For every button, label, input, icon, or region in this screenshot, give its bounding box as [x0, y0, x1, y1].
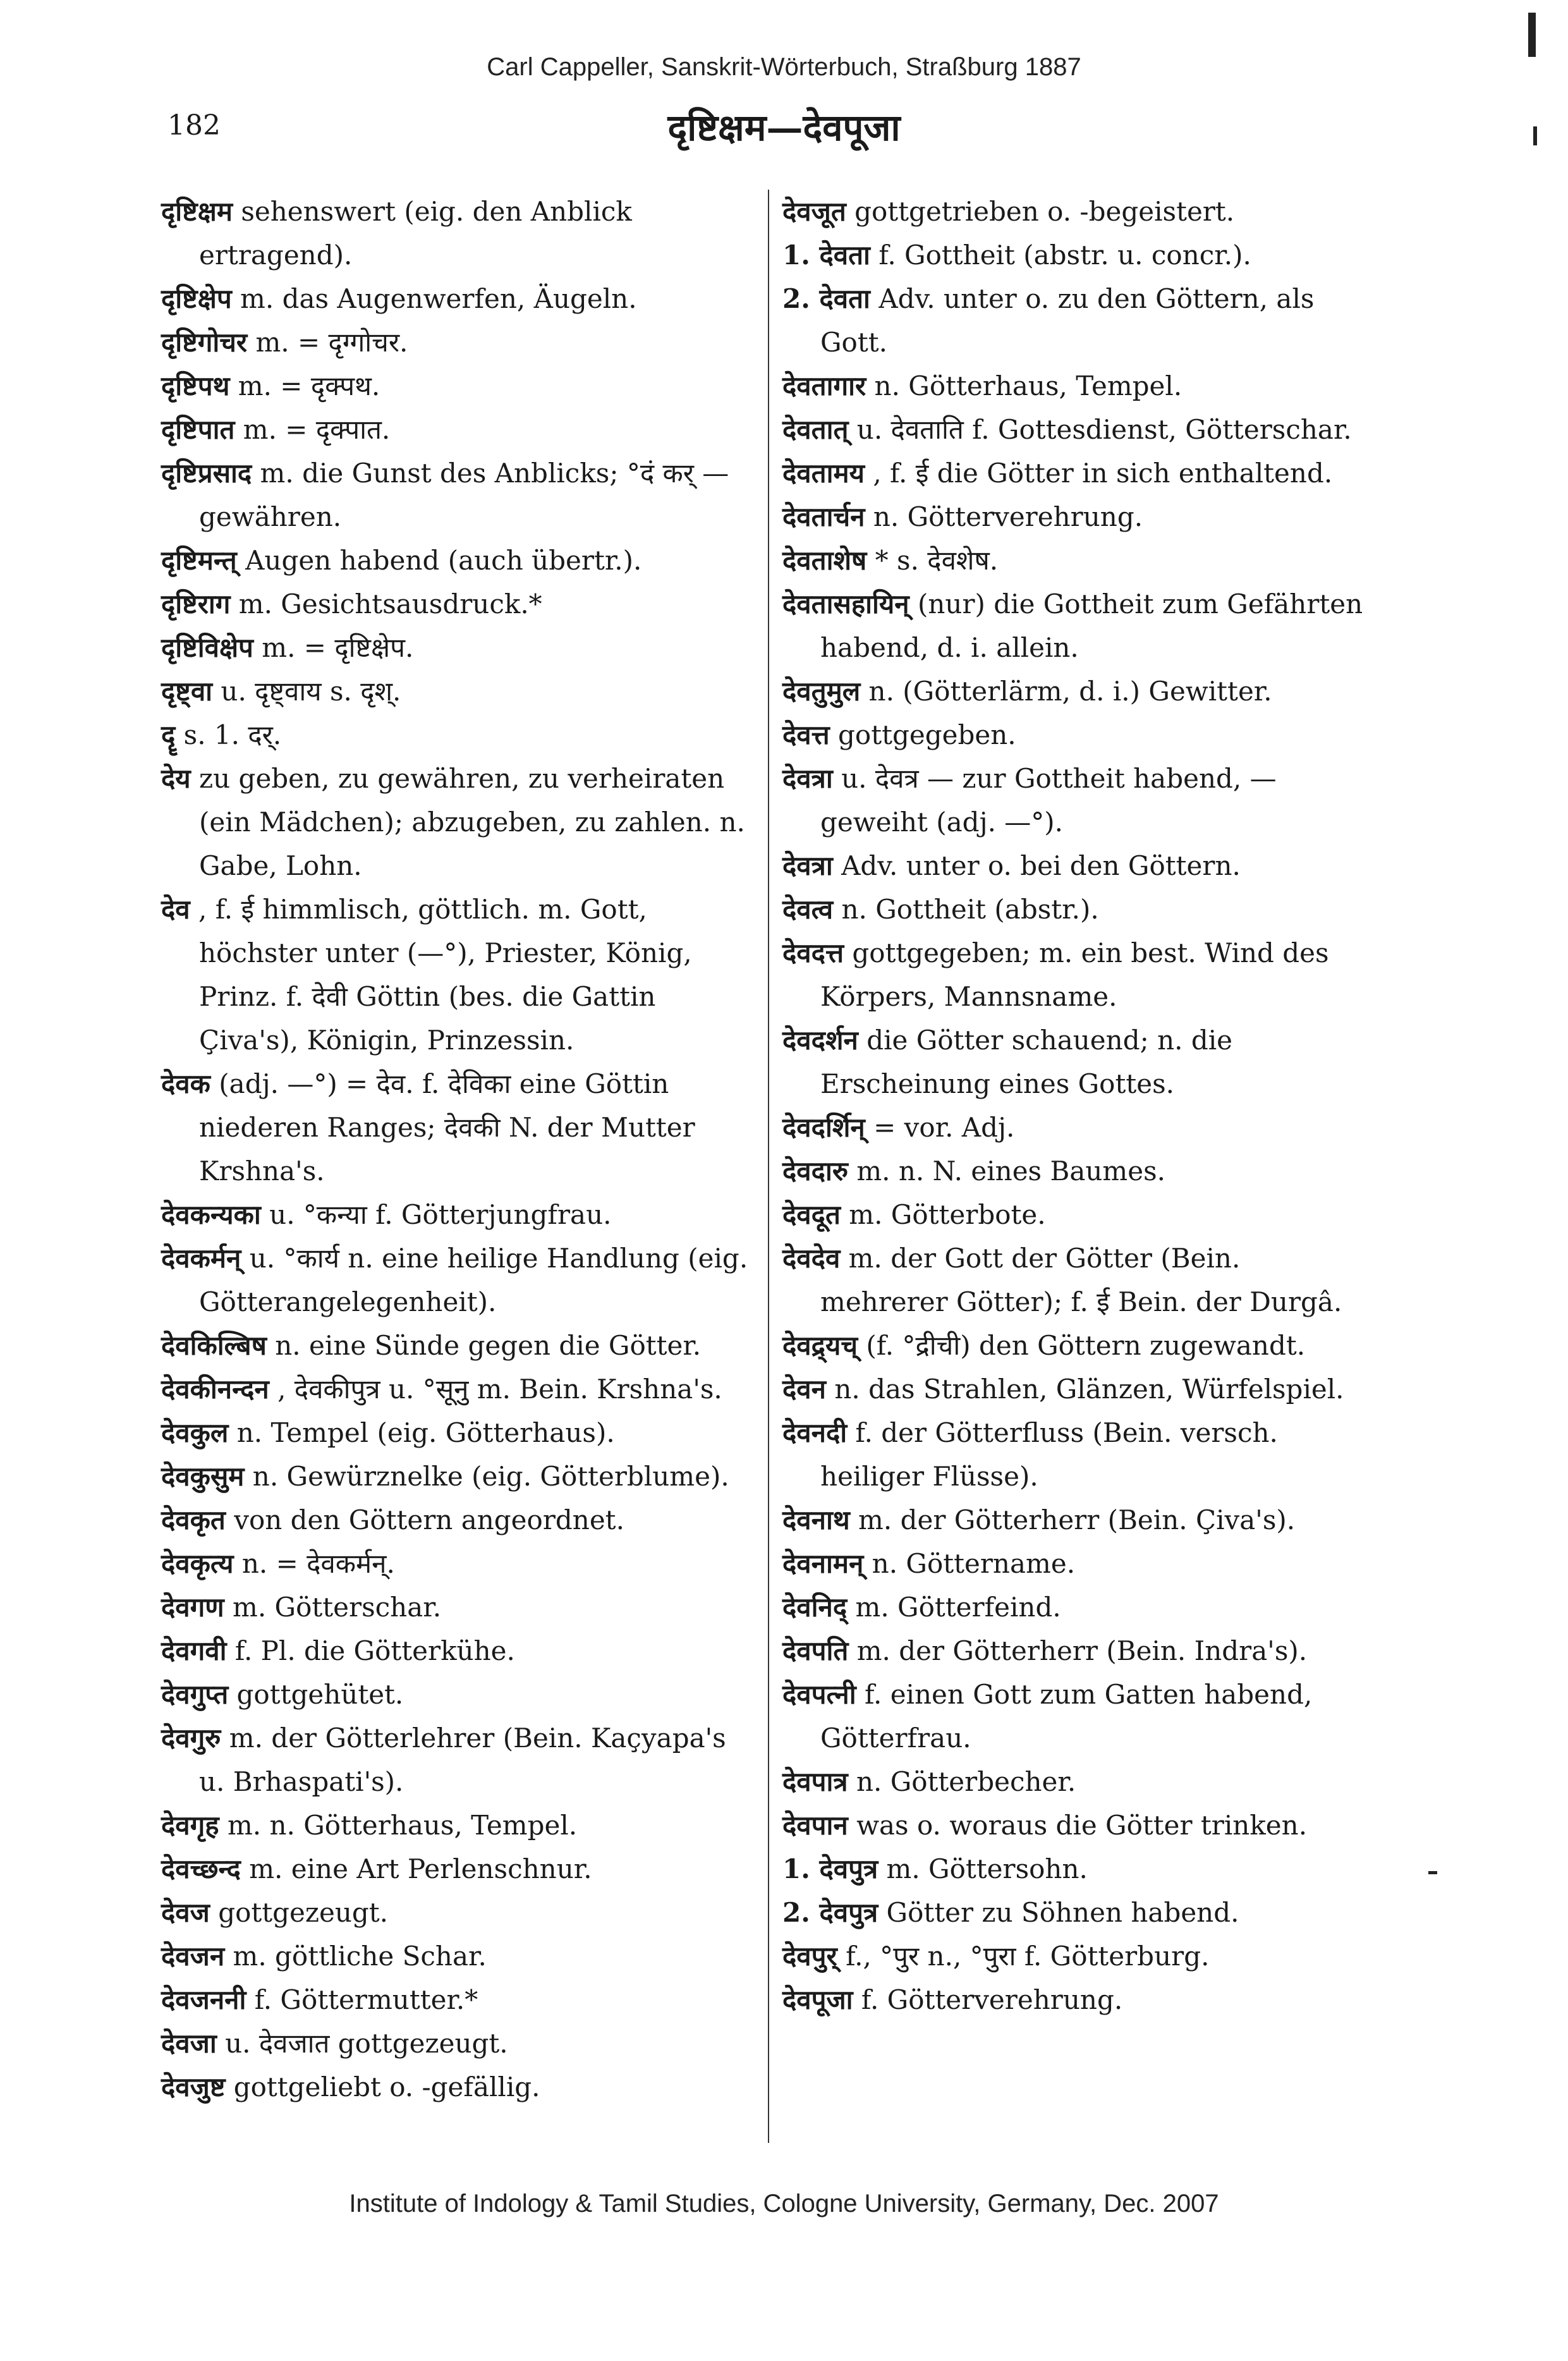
entry-definition: sehenswert (eig. den Anblick ertragend). [199, 196, 632, 271]
entry-headword: देवत्रा [782, 763, 833, 794]
entry-headword: देवजननी [161, 1984, 246, 2015]
entry-definition: gottgezeugt. [218, 1897, 389, 1928]
entry-definition: * s. देवशेष. [875, 545, 999, 576]
entry-headword: देवदेव [782, 1243, 841, 1274]
entry-definition: u. देवत्र — zur Gottheit habend, — geweiht (adj. —°). [820, 763, 1277, 838]
dictionary-entry [161, 1542, 752, 1585]
entry-definition: von den Göttern angeordnet. [234, 1504, 624, 1535]
dictionary-entry [161, 1934, 752, 1978]
entry-headword: देवद्र्यच् [782, 1330, 858, 1361]
dictionary-entry [161, 408, 752, 451]
entry-headword: दृष्टिविक्षेप [161, 632, 253, 663]
entry-headword: देवगुप्त [161, 1679, 229, 1710]
entry-definition: m. das Augenwerfen, Äugeln. [240, 283, 637, 314]
dictionary-entry [161, 626, 752, 669]
entry-definition: , f. ई die Götter in sich enthaltend. [873, 458, 1333, 489]
entry-definition: f. Götterverehrung. [861, 1984, 1123, 2015]
dictionary-entry [782, 1324, 1373, 1367]
entry-headword: देवनिद् [782, 1592, 848, 1623]
entry-headword: देवत्रा [782, 850, 833, 881]
dictionary-entry [161, 582, 752, 626]
entry-definition: f. der Götterfluss (Bein. versch. heiliger Flüsse). [820, 1417, 1278, 1492]
entry-headword: देवतुमुल [782, 676, 861, 707]
entry-definition: m. = दृक्पात. [243, 414, 391, 445]
entry-headword: देवजुष्ट [161, 2071, 226, 2102]
entry-headword: देवकन्यका [161, 1199, 261, 1230]
entry-definition: gottgegeben; m. ein best. Wind des Körpers, Mannsname. [820, 937, 1329, 1012]
entry-headword: देवकीनन्दन [161, 1374, 269, 1405]
entry-headword: देवकुल [161, 1417, 229, 1448]
entry-headword: देवपात्र [782, 1766, 848, 1797]
entry-headword: देवकुसुम [161, 1461, 245, 1492]
entry-definition: gottgeliebt o. -gefällig. [233, 2071, 540, 2102]
entry-headword: देवनाथ [782, 1504, 850, 1535]
entry-definition: Adv. unter o. zu den Göttern, als Gott. [820, 283, 1315, 358]
dictionary-entry [782, 1803, 1373, 1847]
entry-definition: m. n. Götterhaus, Tempel. [227, 1810, 578, 1841]
left-column [161, 190, 752, 2109]
entry-headword: देवपूजा [782, 1984, 853, 2015]
entry-headword: देवपान [782, 1810, 848, 1841]
entry-headword: देवताशेष [782, 545, 867, 576]
dictionary-entry [161, 1716, 752, 1803]
dictionary-entry [161, 2022, 752, 2065]
dictionary-entry [161, 1367, 752, 1411]
entry-definition: n. eine Sünde gegen die Götter. [275, 1330, 702, 1361]
scan-mark [1428, 1871, 1437, 1874]
dictionary-entry [782, 190, 1373, 233]
entry-headword: देवदारु [782, 1156, 848, 1187]
entry-headword: दृष्टिपथ [161, 370, 230, 401]
entry-definition: m. = दृक्पथ. [238, 370, 380, 401]
dictionary-entry [161, 364, 752, 408]
dictionary-entry [161, 1455, 752, 1498]
entry-definition: n. Tempel (eig. Götterhaus). [236, 1417, 615, 1448]
dictionary-entry [782, 1585, 1373, 1629]
dictionary-entry [161, 1585, 752, 1629]
entry-headword: 1. देवता [782, 240, 870, 271]
entry-headword: देवतासहायिन् [782, 589, 909, 619]
entry-headword: दृष्टिपात [161, 414, 235, 445]
scan-mark [1528, 13, 1536, 57]
entry-definition: m. der Götterherr (Bein. Indra's). [856, 1635, 1308, 1666]
entry-headword: देवगण [161, 1592, 224, 1623]
entry-definition: m. göttliche Schar. [233, 1941, 487, 1972]
entry-definition: m. n. N. eines Baumes. [856, 1156, 1165, 1187]
entry-headword: दृष्टिराग [161, 589, 231, 619]
entry-headword: देवतागार [782, 370, 866, 401]
dictionary-entry [161, 1193, 752, 1236]
dictionary-entry [782, 1236, 1373, 1324]
dictionary-entry [161, 2065, 752, 2109]
entry-headword: देवजन [161, 1941, 225, 1972]
entry-definition: m. Gesichtsausdruck.* [238, 589, 542, 619]
entry-definition: Adv. unter o. bei den Göttern. [841, 850, 1241, 881]
entry-definition: gottgetrieben o. -begeistert. [854, 196, 1235, 227]
entry-headword: देवदर्शन [782, 1025, 858, 1056]
entry-headword: देवदर्शिन् [782, 1112, 865, 1143]
dictionary-entry [782, 408, 1373, 451]
dictionary-entry [782, 844, 1373, 888]
dictionary-entry [782, 888, 1373, 931]
entry-definition: n. das Strahlen, Glänzen, Würfelspiel. [834, 1374, 1344, 1405]
dictionary-entry [161, 888, 752, 1062]
entry-definition: f. einen Gott zum Gatten habend, Götterfrau. [820, 1679, 1313, 1754]
dictionary-entry [161, 1847, 752, 1891]
entry-headword: देवजा [161, 2028, 217, 2059]
entry-definition: n. Göttername. [872, 1548, 1076, 1579]
dictionary-entry [161, 1324, 752, 1367]
entry-definition: zu geben, zu gewähren, zu verheiraten (ein Mädchen); abzugeben, zu zahlen. n. Gabe, Lohn. [199, 763, 745, 881]
dictionary-entry [161, 1236, 752, 1324]
dictionary-entry [782, 1193, 1373, 1236]
entry-definition: Götter zu Söhnen habend. [886, 1897, 1239, 1928]
entry-headword: देवकृत [161, 1504, 226, 1535]
entry-definition: f. Gottheit (abstr. u. concr.). [878, 240, 1251, 271]
entry-definition: n. Götterbecher. [856, 1766, 1076, 1797]
entry-headword: देवगृह [161, 1810, 219, 1841]
entry-definition: , f. ई himmlisch, göttlich. m. Gott, höchster unter (—°), Priester, König, Prinz. f. देवी Göttin (bes. die Gattin Çiva's), Königin, Prinzessin. [198, 894, 692, 1056]
dictionary-entry [782, 1149, 1373, 1193]
column-divider [768, 190, 769, 2143]
entry-definition: gottgegeben. [838, 719, 1016, 750]
dictionary-entry [782, 1760, 1373, 1803]
entry-definition: = vor. Adj. [873, 1112, 1015, 1143]
entry-headword: दृष्ट्वा [161, 676, 213, 707]
entry-headword: दृष्टिगोचर [161, 327, 248, 358]
dictionary-entry [782, 713, 1373, 757]
entry-headword: देवनामन् [782, 1548, 864, 1579]
entry-definition: m. der Gott der Götter (Bein. mehrerer Götter); f. ई Bein. der Durgâ. [820, 1243, 1342, 1317]
entry-headword: देवदत्त [782, 937, 844, 968]
entry-definition: n. (Götterlärm, d. i.) Gewitter. [868, 676, 1272, 707]
entry-definition: u. °कन्या f. Götterjungfrau. [269, 1199, 612, 1230]
dictionary-entry [782, 757, 1373, 844]
entry-definition: n. Götterhaus, Tempel. [874, 370, 1182, 401]
entry-definition: (f. °द्रीची) den Göttern zugewandt. [866, 1330, 1306, 1361]
entry-headword: देवतामय [782, 458, 865, 489]
dictionary-entry [782, 1934, 1373, 1978]
dictionary-entry [161, 713, 752, 757]
dictionary-entry [161, 669, 752, 713]
entry-headword: दॄ [161, 719, 176, 750]
entry-definition: s. 1. दर्. [183, 719, 282, 750]
dictionary-entry [161, 539, 752, 582]
dictionary-entry [782, 451, 1373, 495]
scan-mark [1533, 126, 1537, 145]
entry-headword: देवतार्चन [782, 501, 865, 532]
entry-definition: u. देवताति f. Gottesdienst, Götterschar. [856, 414, 1352, 445]
entry-headword: देवकृत्य [161, 1548, 234, 1579]
entry-headword: देवगुरु [161, 1723, 221, 1754]
dictionary-entry [161, 1803, 752, 1847]
entry-headword: देवत्त [782, 719, 830, 750]
entry-headword: देव [161, 894, 190, 925]
entry-definition: m. der Götterherr (Bein. Çiva's). [858, 1504, 1296, 1535]
dictionary-entry [782, 931, 1373, 1018]
dictionary-entry [161, 757, 752, 888]
entry-definition: , देवकीपुत्र u. °सूनु m. Bein. Krshna's. [277, 1374, 722, 1405]
entry-headword: देवत्व [782, 894, 834, 925]
dictionary-entry [782, 1498, 1373, 1542]
dictionary-entry [782, 233, 1373, 277]
dictionary-entry [161, 1062, 752, 1193]
entry-definition: m. die Gunst des Anblicks; °दं कर् —gewähren. [199, 458, 729, 532]
dictionary-entry [782, 495, 1373, 539]
dictionary-entry [161, 451, 752, 539]
dictionary-entry [161, 190, 752, 277]
dictionary-entry [161, 320, 752, 364]
right-column [782, 190, 1373, 2022]
dictionary-entry [782, 364, 1373, 408]
dictionary-entry [161, 1411, 752, 1455]
entry-headword: देवतात् [782, 414, 849, 445]
entry-headword: देवकिल्बिष [161, 1330, 267, 1361]
entry-definition: (adj. —°) = देव. f. देविका eine Göttin niederen Ranges; देवकी N. der Mutter Krshna's. [199, 1068, 695, 1187]
entry-definition: gottgehütet. [236, 1679, 404, 1710]
entry-headword: दृष्टिक्षेप [161, 283, 232, 314]
entry-headword: देवदूत [782, 1199, 841, 1230]
dictionary-entry [782, 1891, 1373, 1934]
entry-definition: m. der Götterlehrer (Bein. Kaçyapa's u. Brhaspati's). [199, 1723, 726, 1797]
entry-definition: n. = देवकर्मन्. [241, 1548, 395, 1579]
entry-definition: m. Göttersohn. [886, 1853, 1088, 1884]
entry-headword: दृष्टिमन्त् [161, 545, 237, 576]
entry-headword: देवनदी [782, 1417, 848, 1448]
entry-definition: m. Götterfeind. [855, 1592, 1061, 1623]
entry-definition: n. Gewürznelke (eig. Götterblume). [252, 1461, 729, 1492]
dictionary-entry [782, 582, 1373, 669]
dictionary-entry [782, 669, 1373, 713]
dictionary-entry [161, 1891, 752, 1934]
entry-definition: was o. woraus die Götter trinken. [856, 1810, 1308, 1841]
entry-definition: n. Gottheit (abstr.). [841, 894, 1099, 925]
dictionary-entry [782, 1629, 1373, 1673]
entry-headword: देवच्छन्द [161, 1853, 241, 1884]
entry-definition: f. Göttermutter.* [254, 1984, 478, 2015]
entry-definition: m. Götterschar. [233, 1592, 442, 1623]
entry-definition: u. °कार्य n. eine heilige Handlung (eig. Götterangelegenheit). [199, 1243, 748, 1317]
entry-definition: n. Götterverehrung. [873, 501, 1143, 532]
dictionary-entry [782, 1847, 1373, 1891]
entry-headword: दृष्टिक्षम [161, 196, 233, 227]
dictionary-entry [161, 1673, 752, 1716]
entry-definition: die Götter schauend; n. die Erscheinung eines Gottes. [820, 1025, 1233, 1099]
entry-headword: देवकर्मन् [161, 1243, 241, 1274]
dictionary-entry [161, 1498, 752, 1542]
entry-definition: (nur) die Gottheit zum Gefährten habend, d. i. allein. [820, 589, 1363, 663]
page-number: 182 [167, 109, 221, 142]
entry-headword: 2. देवपुत्र [782, 1897, 878, 1928]
entry-headword: देवपुर् [782, 1941, 837, 1972]
entry-headword: देय [161, 763, 191, 794]
entry-definition: u. देवजात gottgezeugt. [225, 2028, 508, 2059]
entry-headword: देवपत्नी [782, 1679, 856, 1710]
dictionary-entry [782, 1106, 1373, 1149]
entry-definition: m. = दृष्टिक्षेप. [262, 632, 414, 663]
entry-headword: देवगवी [161, 1635, 227, 1666]
entry-definition: f. Pl. die Götterkühe. [234, 1635, 515, 1666]
dictionary-entry [161, 1629, 752, 1673]
entry-definition: m. Götterbote. [849, 1199, 1046, 1230]
dictionary-entry [782, 539, 1373, 582]
dictionary-entry [782, 1978, 1373, 2022]
entry-definition: m. = दृग्गोचर. [255, 327, 408, 358]
entry-definition: f., °पुर n., °पुरा f. Götterburg. [846, 1941, 1210, 1972]
entry-definition: Augen habend (auch übertr.). [245, 545, 642, 576]
entry-definition: m. eine Art Perlenschnur. [249, 1853, 592, 1884]
dictionary-entry [782, 1018, 1373, 1106]
entry-headword: दृष्टिप्रसाद [161, 458, 252, 489]
entry-definition: u. दृष्ट्वाय s. दृश्. [221, 676, 401, 707]
dictionary-entry [782, 1542, 1373, 1585]
page-heading: दृष्टिक्षम—देवपूजा [667, 106, 901, 149]
entry-headword: देवजूत [782, 196, 846, 227]
dictionary-entry [161, 277, 752, 320]
entry-headword: देवज [161, 1897, 210, 1928]
source-header: Carl Cappeller, Sanskrit-Wörterbuch, Straßburg 1887 [487, 53, 1081, 81]
entry-headword: देवक [161, 1068, 210, 1099]
entry-headword: देवपति [782, 1635, 849, 1666]
dictionary-entry [782, 1673, 1373, 1760]
dictionary-entry [782, 1411, 1373, 1498]
dictionary-entry [782, 1367, 1373, 1411]
dictionary-entry [161, 1978, 752, 2022]
entry-headword: 2. देवता [782, 283, 870, 314]
entry-headword: देवन [782, 1374, 826, 1405]
footer-credit: Institute of Indology & Tamil Studies, Cologne University, Germany, Dec. 2007 [349, 2190, 1219, 2218]
entry-headword: 1. देवपुत्र [782, 1853, 878, 1884]
dictionary-entry [782, 277, 1373, 364]
